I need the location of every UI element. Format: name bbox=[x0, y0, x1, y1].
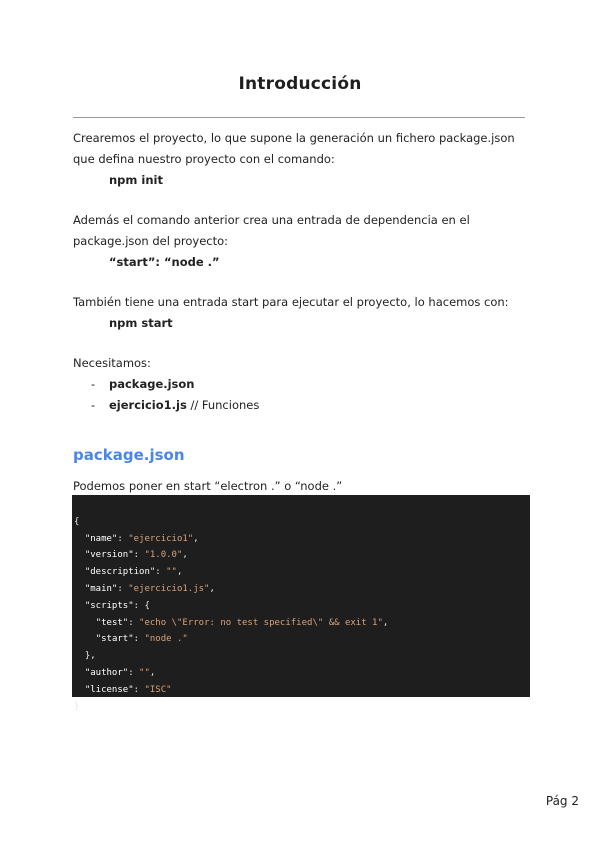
command-npm-init: npm init bbox=[109, 173, 163, 187]
code-line: "main": "ejercicio1.js", bbox=[84, 583, 215, 594]
page-title: Introducción bbox=[238, 74, 362, 94]
file-name: package.json bbox=[109, 377, 195, 391]
section-intro: Podemos poner en start “electron .” o “node .” bbox=[73, 479, 343, 493]
code-line: "author": "", bbox=[84, 667, 156, 678]
start-entry: “start”: “node .” bbox=[109, 255, 220, 269]
code-block bbox=[72, 495, 530, 712]
code-line: } bbox=[74, 701, 80, 712]
file-name: ejercicio1.js bbox=[109, 398, 187, 412]
list-item: - package.json bbox=[91, 377, 195, 391]
paragraph-start-run: También tiene una entrada start para ejecutar el proyecto, lo hacemos con: bbox=[73, 295, 509, 309]
intro-content bbox=[73, 128, 533, 416]
command-npm-start: npm start bbox=[109, 316, 173, 330]
code-line: "description": "", bbox=[84, 567, 183, 578]
code-line: "name": "ejercicio1", bbox=[84, 533, 199, 544]
paragraph-dependency: Además el comando anterior crea una entrada de dependencia en el package.json del proyecto: bbox=[73, 213, 470, 248]
code-line: "license": "ISC" bbox=[84, 684, 172, 695]
code-line: "scripts": { bbox=[84, 600, 150, 611]
title-divider bbox=[73, 117, 525, 118]
code-line: "test": "echo \"Error: no test specified\" && exit 1", bbox=[95, 617, 389, 628]
code-line: }, bbox=[84, 651, 96, 662]
file-note: // Funciones bbox=[186, 398, 260, 412]
page-number: Pág 2 bbox=[545, 794, 579, 808]
code-line: "start": "node ." bbox=[95, 634, 188, 645]
code-line: { bbox=[74, 516, 80, 527]
paragraph-needs: Necesitamos: bbox=[73, 356, 151, 370]
needs-list bbox=[73, 374, 533, 416]
section-heading: package.json bbox=[73, 446, 185, 464]
paragraph-create-project: Crearemos el proyecto, lo que supone la generación un fichero package.json que defina nuestro proyecto con el comando: bbox=[73, 131, 515, 166]
list-item: - ejercicio1.js // Funciones bbox=[91, 398, 260, 412]
code-line: "version": "1.0.0", bbox=[84, 550, 188, 561]
